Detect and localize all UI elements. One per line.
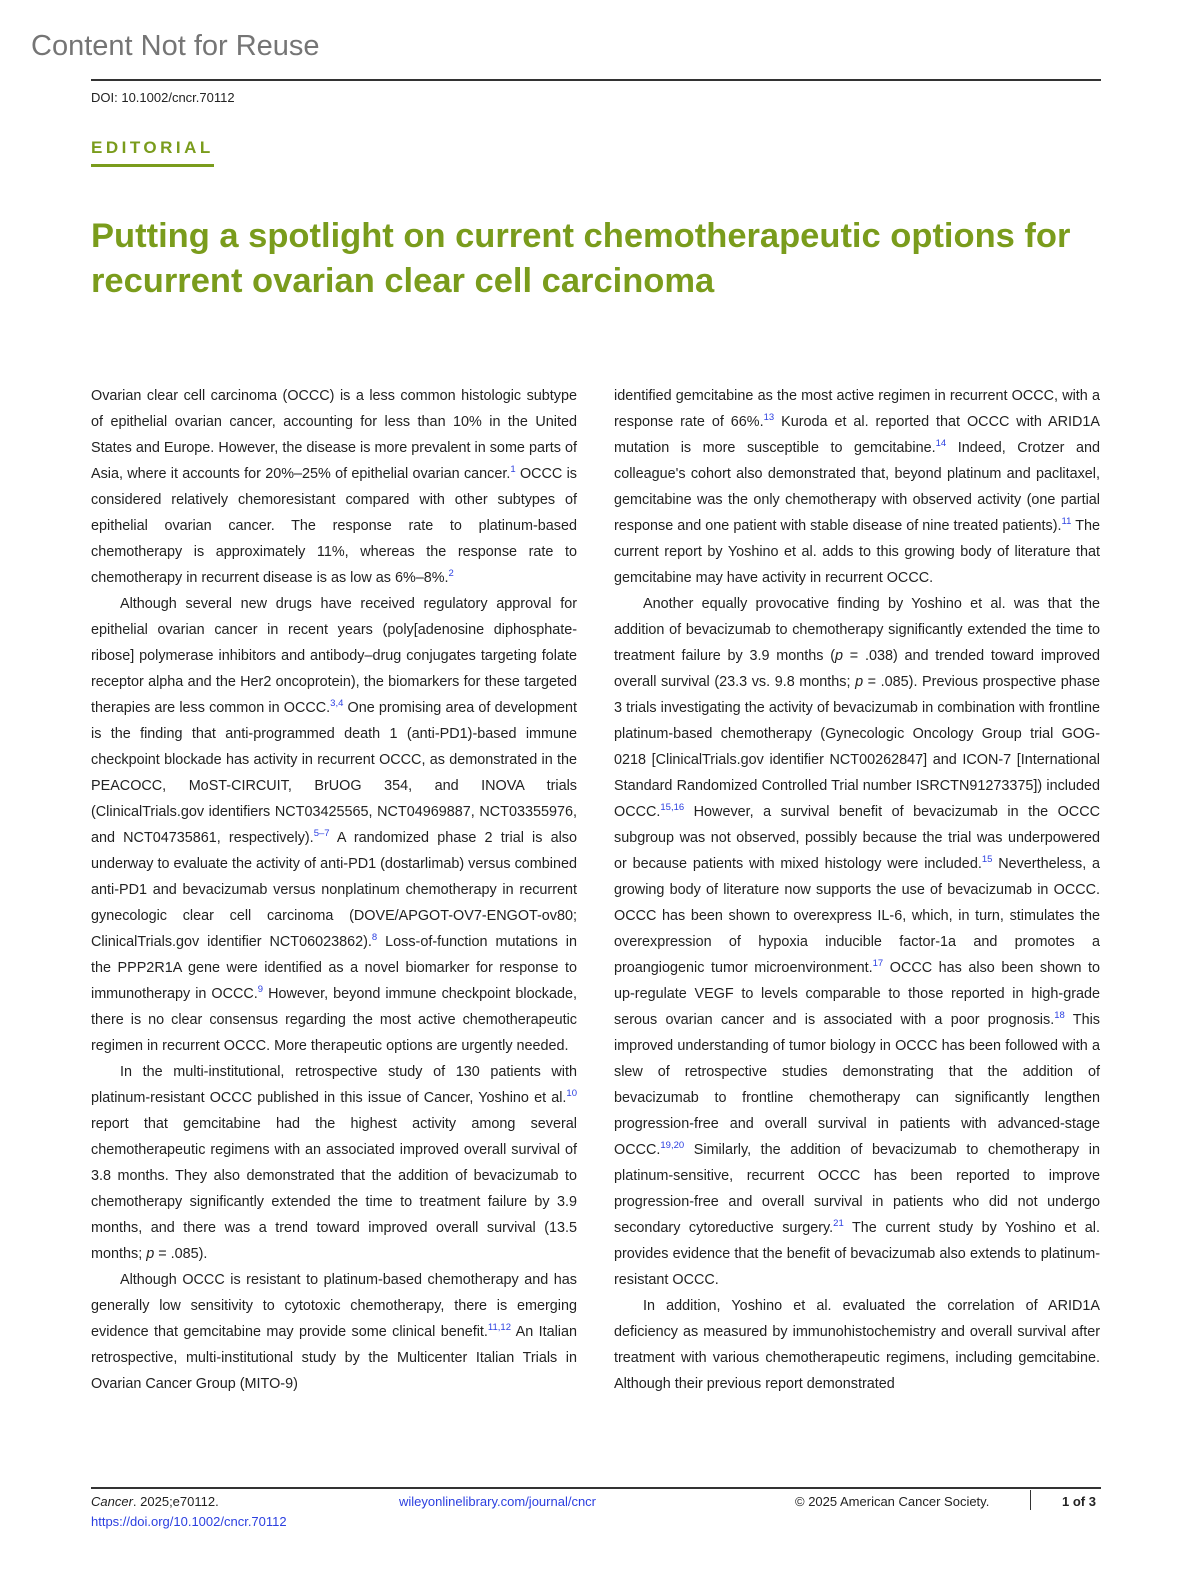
citation-ref[interactable]: 8: [371, 932, 378, 943]
paragraph: [91, 1267, 577, 1397]
citation-ref[interactable]: 9: [257, 984, 264, 995]
text-run: Nevertheless, a growing body of literature now supports the use of bevacizumab in OCCC. OCCC has been shown to overexpress IL-6, which, in turn, stimulates the overexpression of hypoxia inducible factor-1a and promotes a proangiogenic tumor microenvironment.: [614, 856, 1101, 976]
text-run: One promising area of development is the finding that anti-programmed death 1 (anti-PD1)-based immune checkpoint blockade has activity in recurrent OCCC, as demonstrated in the PEACOCC, MoST-CIRCUIT, BrUOG 354, and INOVA trials (ClinicalTrials.gov identifiers NCT03425565, NCT04969887, NCT03355976, and NCT04735861, respectively).: [91, 700, 577, 846]
text-run: An Italian retrospective, multi-institutional study by the Multicenter Italian Trials in Ovarian Cancer Group (MITO-9): [91, 1324, 577, 1392]
footer-divider: [1030, 1490, 1031, 1510]
header-rule: [91, 79, 1101, 81]
text-run: Indeed, Crotzer and colleague's cohort also demonstrated that, beyond platinum and paclitaxel, gemcitabine was the only chemotherapy with observed activity (one partial response and one patient with stable disease of nine treated patients).: [614, 440, 1100, 534]
text-run: In the multi-institutional, retrospective study of 130 patients with platinum-resistant OCCC published in this issue of Cancer, Yoshino et al.: [91, 1064, 577, 1106]
citation-ref[interactable]: 2: [448, 568, 454, 579]
journal-name: Cancer: [91, 1494, 133, 1509]
citation-ref[interactable]: 21: [833, 1218, 844, 1229]
citation-ref[interactable]: 17: [872, 958, 884, 969]
text-run: Ovarian clear cell carcinoma (OCCC) is a less common histologic subtype of epithelial ovarian cancer, accounting for less than 10% in the United States and Europe. However, the disease is more prevalent in some parts of Asia, where it accounts for 20%–25% of epithelial ovarian cancer.: [91, 388, 577, 482]
citation-ref[interactable]: 15: [981, 854, 993, 865]
text-run: The current report by Yoshino et al. adds to this growing body of literature that gemcitabine may have activity in recurrent OCCC.: [614, 518, 1100, 586]
text-run: Another equally provocative finding by Yoshino et al. was that the addition of bevacizumab to chemotherapy significantly extended the time to treatment failure by 3.9 months (: [614, 596, 1100, 664]
citation-ref[interactable]: 19,20: [660, 1140, 685, 1151]
citation-ref[interactable]: 15,16: [660, 802, 685, 813]
doi: DOI: 10.1002/cncr.70112: [91, 90, 235, 105]
right-column: [614, 383, 1100, 1397]
text-run: The current study by Yoshino et al. provides evidence that the benefit of bevacizumab also extends to platinum-resistant OCCC.: [614, 1220, 1100, 1288]
paragraph: [614, 591, 1100, 1293]
text-run: Although OCCC is resistant to platinum-based chemotherapy and has generally low sensitivity to cytotoxic chemotherapy, there is emerging evidence that gemcitabine may provide some clinical benefit.: [91, 1272, 577, 1340]
text-run: In addition, Yoshino et al. evaluated the correlation of ARID1A deficiency as measured by immunohistochemistry and overall survival after treatment with various chemotherapeutic regimens, including gemcitabine. Although their previous report demonstrated: [614, 1298, 1100, 1392]
paragraph: [91, 591, 577, 1059]
article-title: Putting a spotlight on current chemotherapeutic options for recurrent ovarian clear cell carcinoma: [91, 217, 1071, 300]
text-run: report that gemcitabine had the highest activity among several chemotherapeutic regimens with an associated improved overall survival of 3.8 months. They also demonstrated that the addition of bevacizumab to chemotherapy significantly extended the time to treatment failure by 3.9 months, and there was a trend toward improved overall survival (13.5 months;: [91, 1116, 577, 1262]
footer-rule: [91, 1487, 1101, 1489]
text-run: Although several new drugs have received regulatory approval for epithelial ovarian cancer in recent years (poly[adenosine diphosphate-ribose] polymerase inhibitors and antibody–drug conjugates targeting folate receptor alpha and the Her2 oncoprotein), the biomarkers for these targeted therapies are less common in OCCC.: [91, 596, 577, 716]
text-run: = .085).: [154, 1246, 208, 1262]
article-type-underline: [91, 164, 214, 167]
journal-site-link[interactable]: wileyonlinelibrary.com/journal/cncr: [399, 1494, 596, 1509]
text-run: However, a survival benefit of bevacizumab in the OCCC subgroup was not observed, possibly because the trial was underpowered or because patients with mixed histology were included.: [614, 804, 1100, 872]
citation-ref[interactable]: 18: [1054, 1010, 1065, 1021]
article-type: EDITORIAL: [91, 138, 214, 157]
paragraph: [614, 1293, 1100, 1397]
citation-ref[interactable]: 1: [510, 464, 516, 475]
citation-ref[interactable]: 10: [566, 1088, 577, 1099]
text-run: Kuroda et al. reported that OCCC with ARID1A mutation is more susceptible to gemcitabine.: [614, 414, 1101, 456]
text-run: Loss-of-function mutations in the PPP2R1A gene were identified as a novel biomarker for response to immunotherapy in OCCC.: [91, 934, 577, 1002]
text-run: = .038) and trended toward improved overall survival (23.3 vs. 9.8 months;: [614, 648, 1100, 690]
citation-text: . 2025;e70112.: [132, 1494, 219, 1509]
text-run: identified gemcitabine as the most active regimen in recurrent OCCC, with a response rate of 66%.: [614, 388, 1100, 430]
text-run: OCCC has also been shown to up-regulate VEGF to levels comparable to those reported in high-grade serous ovarian cancer and is associated with a poor prognosis.: [614, 960, 1101, 1028]
left-column: [91, 383, 577, 1397]
citation-ref[interactable]: 5–7: [313, 828, 330, 839]
paragraph: [91, 383, 577, 591]
text-run: However, beyond immune checkpoint blockade, there is no clear consensus regarding the most active chemotherapeutic regimen in recurrent OCCC. More therapeutic options are urgently needed.: [91, 986, 577, 1054]
text-run: This improved understanding of tumor biology in OCCC has been followed with a slew of retrospective studies demonstrating that the addition of bevacizumab to frontline chemotherapy can significantly lengthen progression-free and overall survival in patients with advanced-stage OCCC.: [614, 1012, 1100, 1158]
italic-text: p: [855, 674, 864, 690]
citation-ref[interactable]: 13: [763, 412, 775, 423]
doi-link[interactable]: https://doi.org/10.1002/cncr.70112: [91, 1514, 287, 1529]
italic-text: p: [146, 1246, 155, 1262]
copyright: © 2025 American Cancer Society.: [795, 1494, 990, 1509]
citation-ref[interactable]: 3,4: [330, 698, 344, 709]
paragraph: [614, 383, 1100, 591]
text-run: = .085). Previous prospective phase 3 trials investigating the activity of bevacizumab in combination with frontline platinum-based chemotherapy (Gynecologic Oncology Group trial GOG-0218 [ClinicalTrials.gov identifier NCT00262847] and ICON-7 [International Standard Randomized Controlled Trial number ISRCTN91273375]) included OCCC.: [614, 674, 1101, 820]
italic-text: p: [835, 648, 844, 664]
footer-citation: [91, 1494, 219, 1509]
citation-ref[interactable]: 11,12: [487, 1322, 511, 1333]
text-run: OCCC is considered relatively chemoresistant compared with other subtypes of epithelial ovarian cancer. The response rate to platinum-based chemotherapy is approximately 11%, whereas the response rate to chemotherapy in recurrent disease is as low as 6%–8%.: [91, 466, 577, 586]
citation-ref[interactable]: 14: [935, 438, 947, 449]
citation-ref[interactable]: 11: [1061, 516, 1072, 527]
watermark: Content Not for Reuse: [31, 30, 320, 62]
page-number: 1 of 3: [1062, 1494, 1096, 1509]
text-run: Similarly, the addition of bevacizumab to chemotherapy in platinum-sensitive, recurrent OCCC has been reported to improve progression-free and overall survival in patients who did not undergo secondary cytoreductive surgery.: [614, 1142, 1100, 1236]
paragraph: [91, 1059, 577, 1267]
text-run: A randomized phase 2 trial is also underway to evaluate the activity of anti-PD1 (dostarlimab) versus combined anti-PD1 and bevacizumab versus nonplatinum chemotherapy in recurrent gynecologic clear cell carcinoma (DOVE/APGOT-OV7-ENGOT-ov80; ClinicalTrials.gov identifier NCT06023862).: [91, 830, 577, 950]
